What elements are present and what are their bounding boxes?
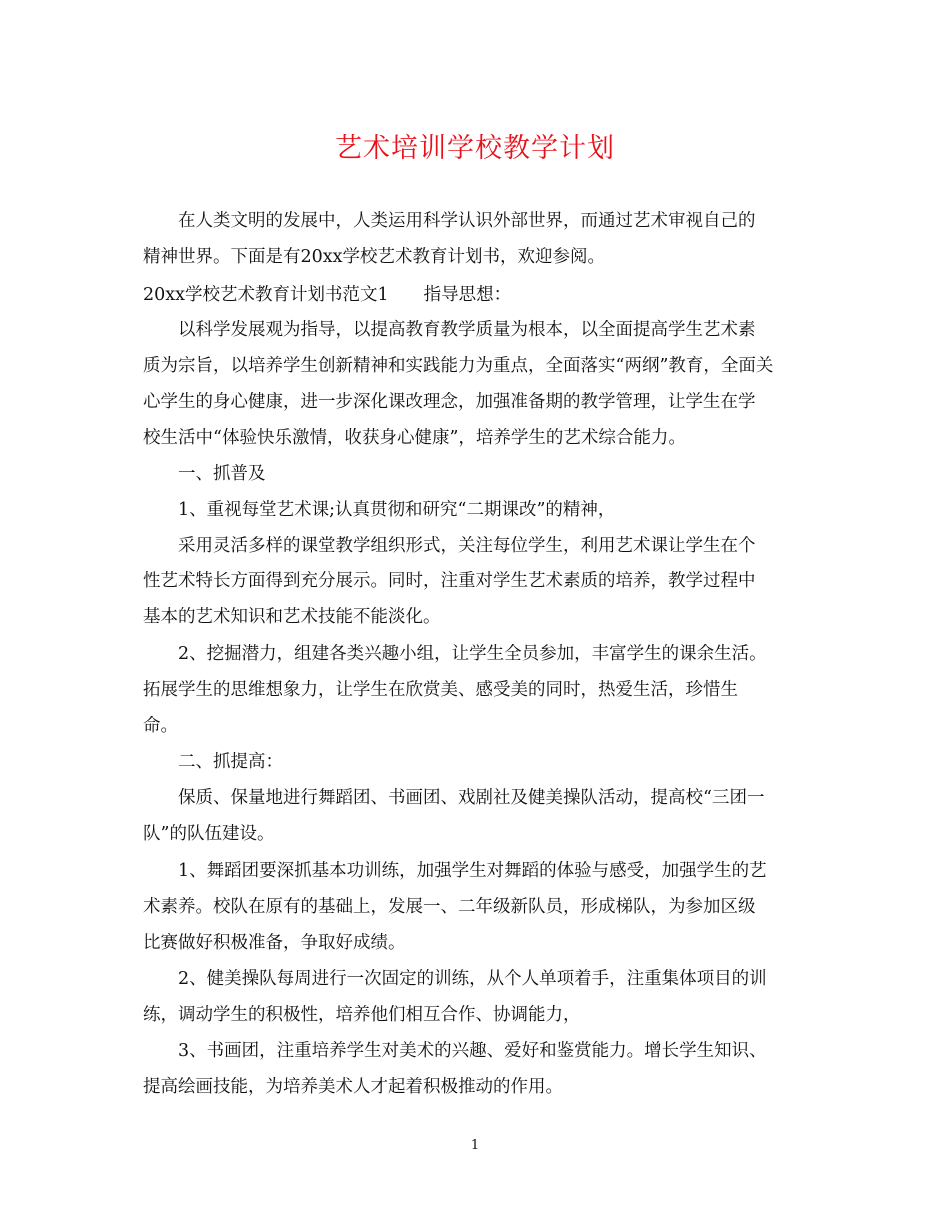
paragraph-line: 拓展学生的思维想象力，让学生在欣赏美、感受美的同时，热爱生活，珍惜生 (143, 680, 738, 700)
paragraph-line: 在人类文明的发展中，人类运用科学认识外部世界，而通过艺术审视自己的 (178, 211, 756, 231)
paragraph-line: 心学生的身心健康，进一步深化课改理念，加强准备期的教学管理，让学生在学 (143, 392, 756, 412)
paragraph-line: 2、挖掘潜力，组建各类兴趣小组，让学生全员参加，丰富学生的课余生活。 (178, 644, 767, 664)
paragraph-line: 比赛做好积极准备，争取好成绩。 (143, 933, 406, 953)
paragraph-line: 术素养。校队在原有的基础上，发展一、二年级新队员，形成梯队，为参加区级 (143, 897, 756, 917)
paragraph-line: 保质、保量地进行舞蹈团、书画团、戏剧社及健美操队活动，提高校“三团一 (178, 788, 765, 808)
page-number: 1 (470, 1138, 480, 1153)
page-title: 艺术培训学校教学计划 (335, 133, 615, 164)
section-heading: 一、抓普及 (178, 464, 266, 484)
paragraph-line: 精神世界。下面是有20xx学校艺术教育计划书，欢迎参阅。 (143, 247, 606, 267)
paragraph-line: 性艺术特长方面得到充分展示。同时，注重对学生艺术素质的培养，教学过程中 (143, 571, 756, 591)
paragraph-line: 基本的艺术知识和艺术技能不能淡化。 (143, 607, 441, 627)
paragraph-line: 采用灵活多样的课堂教学组织形式，关注每位学生，利用艺术课让学生在个 (178, 536, 756, 556)
paragraph-line: 队”的队伍建设。 (143, 824, 275, 844)
paragraph-line: 提高绘画技能，为培养美术人才起着积极推动的作用。 (143, 1077, 563, 1097)
paragraph-line: 校生活中“体验快乐激情，收获身心健康”，培养学生的艺术综合能力。 (143, 428, 686, 448)
paragraph-line: 1、重视每堂艺术课;认真贯彻和研究“二期课改”的精神， (178, 500, 616, 520)
section-heading: 二、抓提高： (178, 752, 283, 772)
paragraph-line: 1、舞蹈团要深抓基本功训练，加强学生对舞蹈的体验与感受，加强学生的艺 (178, 861, 767, 881)
paragraph-line: 20xx学校艺术教育计划书范文1 指导思想： (143, 285, 512, 305)
paragraph-line: 练，调动学生的积极性，培养他们相互合作、协调能力， (143, 1005, 581, 1025)
paragraph-line: 2、健美操队每周进行一次固定的训练，从个人单项着手，注重集体项目的训 (178, 969, 767, 989)
paragraph-line: 3、书画团，注重培养学生对美术的兴趣、爱好和鉴赏能力。增长学生知识、 (178, 1041, 767, 1061)
paragraph-line: 以科学发展观为指导，以提高教育教学质量为根本，以全面提高学生艺术素 (178, 320, 756, 340)
paragraph-line: 命。 (143, 716, 178, 736)
paragraph-line: 质为宗旨，以培养学生创新精神和实践能力为重点，全面落实“两纲”教育，全面关 (143, 356, 774, 376)
